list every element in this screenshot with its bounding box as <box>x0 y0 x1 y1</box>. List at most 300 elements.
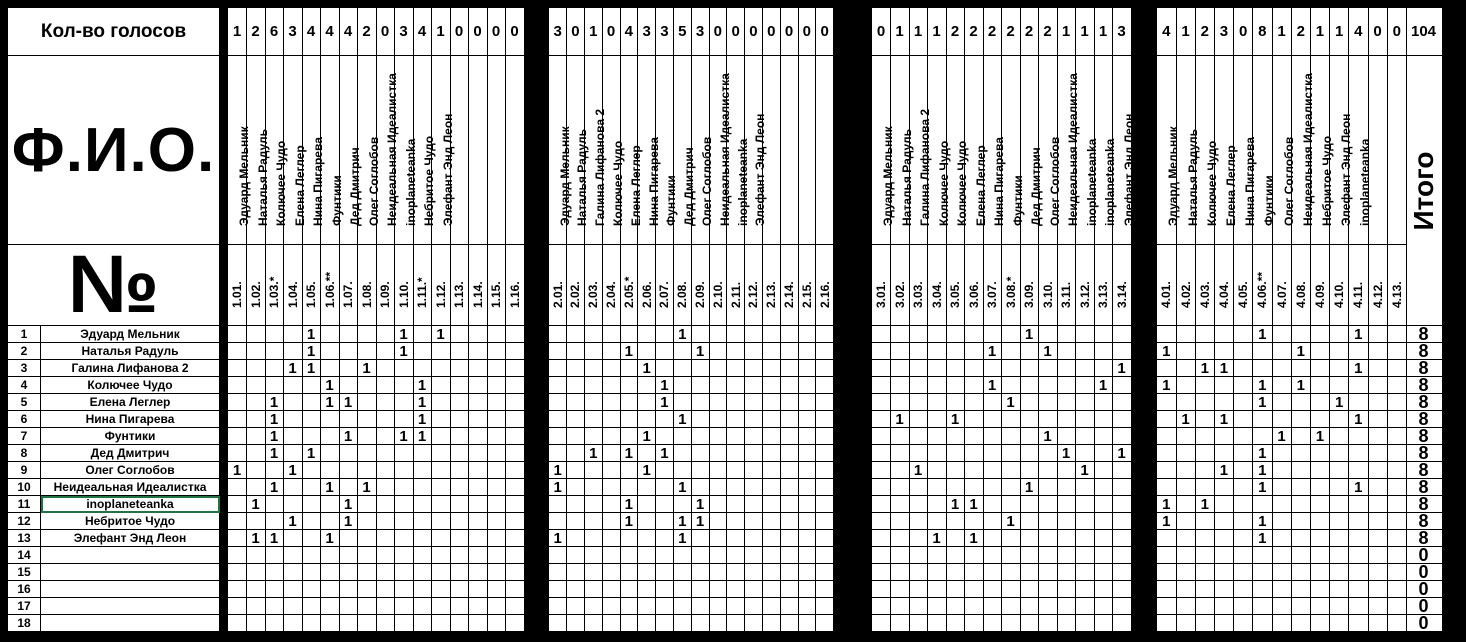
vote-cell[interactable] <box>891 462 910 479</box>
vote-cell[interactable] <box>585 326 603 343</box>
vote-cell[interactable] <box>1215 547 1235 564</box>
vote-cell[interactable] <box>450 547 469 564</box>
vote-cell[interactable] <box>450 326 469 343</box>
vote-cell[interactable] <box>798 343 816 360</box>
vote-cell[interactable] <box>247 513 266 530</box>
vote-cell[interactable] <box>691 428 709 445</box>
vote-cell[interactable] <box>1094 615 1113 632</box>
vote-cell[interactable] <box>928 598 947 615</box>
vote-cell[interactable] <box>816 615 834 632</box>
vote-cell[interactable] <box>376 411 395 428</box>
vote-cell[interactable]: 1 <box>1253 479 1273 496</box>
vote-cell[interactable] <box>1272 581 1292 598</box>
vote-cell[interactable] <box>983 530 1002 547</box>
vote-cell[interactable] <box>1330 462 1350 479</box>
voter-name-1[interactable]: Эдуард Мельник <box>41 326 220 343</box>
vote-cell[interactable] <box>638 496 656 513</box>
voter-name-18[interactable] <box>41 615 220 632</box>
vote-cell[interactable] <box>1076 513 1095 530</box>
vote-cell[interactable] <box>265 615 284 632</box>
vote-cell[interactable] <box>620 564 638 581</box>
vote-cell[interactable]: 1 <box>1195 360 1215 377</box>
vote-cell[interactable] <box>1272 462 1292 479</box>
vote-cell[interactable] <box>691 394 709 411</box>
vote-cell[interactable] <box>928 547 947 564</box>
vote-cell[interactable] <box>339 462 358 479</box>
vote-cell[interactable]: 1 <box>638 462 656 479</box>
vote-cell[interactable] <box>567 343 585 360</box>
vote-cell[interactable] <box>284 530 303 547</box>
vote-cell[interactable] <box>1368 615 1388 632</box>
vote-cell[interactable] <box>1368 479 1388 496</box>
vote-cell[interactable] <box>469 598 488 615</box>
vote-cell[interactable] <box>1291 394 1311 411</box>
vote-cell[interactable]: 1 <box>1349 360 1369 377</box>
vote-cell[interactable] <box>265 547 284 564</box>
vote-cell[interactable] <box>321 411 340 428</box>
vote-cell[interactable] <box>816 513 834 530</box>
vote-cell[interactable] <box>1094 581 1113 598</box>
vote-cell[interactable] <box>1368 530 1388 547</box>
vote-cell[interactable] <box>549 547 567 564</box>
vote-cell[interactable] <box>339 581 358 598</box>
vote-cell[interactable] <box>413 564 432 581</box>
vote-cell[interactable] <box>321 496 340 513</box>
vote-cell[interactable] <box>709 428 727 445</box>
vote-cell[interactable]: 1 <box>656 394 674 411</box>
vote-cell[interactable] <box>909 598 928 615</box>
vote-cell[interactable] <box>469 445 488 462</box>
vote-cell[interactable] <box>745 530 763 547</box>
vote-cell[interactable] <box>602 428 620 445</box>
vote-cell[interactable] <box>727 496 745 513</box>
vote-cell[interactable] <box>506 445 525 462</box>
vote-cell[interactable] <box>1330 496 1350 513</box>
vote-cell[interactable] <box>567 513 585 530</box>
vote-cell[interactable]: 1 <box>1157 377 1177 394</box>
vote-cell[interactable] <box>1311 479 1331 496</box>
vote-cell[interactable] <box>265 496 284 513</box>
vote-cell[interactable] <box>1020 564 1039 581</box>
vote-cell[interactable] <box>585 496 603 513</box>
vote-cell[interactable] <box>284 377 303 394</box>
vote-cell[interactable] <box>763 462 781 479</box>
vote-cell[interactable] <box>656 462 674 479</box>
vote-cell[interactable] <box>1330 377 1350 394</box>
voter-name-10[interactable]: Неидеальная Идеалистка <box>41 479 220 496</box>
vote-cell[interactable] <box>567 615 585 632</box>
vote-cell[interactable] <box>798 496 816 513</box>
vote-cell[interactable] <box>1113 479 1132 496</box>
vote-cell[interactable] <box>1311 326 1331 343</box>
vote-cell[interactable] <box>1020 513 1039 530</box>
vote-cell[interactable] <box>727 445 745 462</box>
vote-cell[interactable] <box>763 581 781 598</box>
vote-cell[interactable] <box>602 513 620 530</box>
vote-cell[interactable] <box>1176 326 1196 343</box>
vote-cell[interactable] <box>1234 428 1254 445</box>
vote-cell[interactable] <box>1157 564 1177 581</box>
vote-cell[interactable] <box>1039 513 1058 530</box>
vote-cell[interactable] <box>1176 598 1196 615</box>
vote-cell[interactable] <box>1094 394 1113 411</box>
vote-cell[interactable] <box>567 326 585 343</box>
vote-cell[interactable] <box>891 564 910 581</box>
vote-cell[interactable] <box>1039 445 1058 462</box>
vote-cell[interactable] <box>816 547 834 564</box>
vote-cell[interactable] <box>798 377 816 394</box>
vote-cell[interactable]: 1 <box>891 411 910 428</box>
vote-cell[interactable] <box>1057 326 1076 343</box>
vote-cell[interactable] <box>1002 343 1021 360</box>
vote-cell[interactable] <box>709 581 727 598</box>
vote-cell[interactable] <box>1234 360 1254 377</box>
vote-cell[interactable] <box>1057 496 1076 513</box>
vote-cell[interactable] <box>656 564 674 581</box>
vote-cell[interactable] <box>745 343 763 360</box>
vote-cell[interactable]: 1 <box>265 411 284 428</box>
vote-cell[interactable] <box>709 394 727 411</box>
vote-cell[interactable] <box>265 462 284 479</box>
vote-cell[interactable]: 1 <box>674 530 692 547</box>
vote-cell[interactable] <box>872 411 891 428</box>
vote-cell[interactable] <box>1195 394 1215 411</box>
vote-cell[interactable] <box>376 496 395 513</box>
vote-cell[interactable] <box>1215 428 1235 445</box>
voter-name-15[interactable] <box>41 564 220 581</box>
vote-cell[interactable] <box>321 445 340 462</box>
vote-cell[interactable] <box>928 581 947 598</box>
vote-cell[interactable]: 1 <box>1113 360 1132 377</box>
vote-cell[interactable] <box>691 360 709 377</box>
vote-cell[interactable] <box>891 581 910 598</box>
vote-cell[interactable] <box>1113 411 1132 428</box>
vote-cell[interactable] <box>745 581 763 598</box>
vote-cell[interactable] <box>1272 496 1292 513</box>
vote-cell[interactable] <box>469 615 488 632</box>
vote-cell[interactable] <box>585 394 603 411</box>
vote-cell[interactable] <box>798 462 816 479</box>
vote-cell[interactable] <box>567 445 585 462</box>
vote-cell[interactable] <box>358 326 377 343</box>
vote-cell[interactable] <box>284 479 303 496</box>
vote-cell[interactable] <box>376 479 395 496</box>
vote-cell[interactable] <box>780 360 798 377</box>
vote-cell[interactable] <box>432 615 451 632</box>
vote-cell[interactable] <box>506 530 525 547</box>
vote-cell[interactable] <box>816 428 834 445</box>
vote-cell[interactable] <box>1215 581 1235 598</box>
vote-cell[interactable] <box>395 360 414 377</box>
voter-name-3[interactable]: Галина Лифанова 2 <box>41 360 220 377</box>
vote-cell[interactable] <box>1311 445 1331 462</box>
vote-cell[interactable] <box>376 513 395 530</box>
vote-cell[interactable] <box>358 343 377 360</box>
vote-cell[interactable] <box>228 598 247 615</box>
vote-cell[interactable]: 1 <box>284 462 303 479</box>
vote-cell[interactable] <box>1349 394 1369 411</box>
vote-cell[interactable] <box>674 564 692 581</box>
vote-cell[interactable]: 1 <box>339 513 358 530</box>
vote-cell[interactable] <box>1330 411 1350 428</box>
vote-cell[interactable] <box>656 343 674 360</box>
vote-cell[interactable] <box>928 513 947 530</box>
vote-cell[interactable] <box>321 598 340 615</box>
vote-cell[interactable]: 1 <box>549 530 567 547</box>
vote-cell[interactable] <box>656 428 674 445</box>
vote-cell[interactable] <box>567 496 585 513</box>
vote-cell[interactable] <box>358 428 377 445</box>
vote-cell[interactable] <box>709 343 727 360</box>
voter-name-2[interactable]: Наталья Радуль <box>41 343 220 360</box>
vote-cell[interactable] <box>1113 581 1132 598</box>
vote-cell[interactable] <box>1234 343 1254 360</box>
vote-cell[interactable] <box>674 394 692 411</box>
vote-cell[interactable] <box>549 513 567 530</box>
vote-cell[interactable]: 1 <box>265 445 284 462</box>
vote-cell[interactable] <box>549 598 567 615</box>
vote-cell[interactable] <box>1234 530 1254 547</box>
vote-cell[interactable] <box>620 360 638 377</box>
vote-cell[interactable] <box>1157 411 1177 428</box>
vote-cell[interactable] <box>709 326 727 343</box>
vote-cell[interactable] <box>432 360 451 377</box>
vote-cell[interactable] <box>487 411 506 428</box>
vote-cell[interactable] <box>1311 615 1331 632</box>
vote-cell[interactable] <box>816 564 834 581</box>
vote-cell[interactable] <box>872 445 891 462</box>
vote-cell[interactable] <box>228 445 247 462</box>
vote-cell[interactable]: 1 <box>983 343 1002 360</box>
vote-cell[interactable] <box>1076 479 1095 496</box>
vote-cell[interactable] <box>872 462 891 479</box>
vote-cell[interactable]: 1 <box>674 479 692 496</box>
vote-cell[interactable] <box>1076 394 1095 411</box>
vote-cell[interactable] <box>358 377 377 394</box>
vote-cell[interactable] <box>1057 462 1076 479</box>
vote-cell[interactable] <box>1272 513 1292 530</box>
vote-cell[interactable] <box>1176 615 1196 632</box>
vote-cell[interactable]: 1 <box>674 513 692 530</box>
vote-cell[interactable] <box>1368 411 1388 428</box>
vote-cell[interactable] <box>1039 615 1058 632</box>
vote-cell[interactable] <box>891 513 910 530</box>
vote-cell[interactable] <box>1113 394 1132 411</box>
vote-cell[interactable] <box>450 615 469 632</box>
vote-cell[interactable] <box>376 326 395 343</box>
vote-cell[interactable] <box>567 377 585 394</box>
vote-cell[interactable] <box>358 445 377 462</box>
vote-cell[interactable] <box>872 581 891 598</box>
vote-cell[interactable] <box>247 598 266 615</box>
vote-cell[interactable] <box>983 598 1002 615</box>
vote-cell[interactable] <box>1311 598 1331 615</box>
vote-cell[interactable] <box>1113 547 1132 564</box>
voter-name-9[interactable]: Олег Соглобов <box>41 462 220 479</box>
vote-cell[interactable] <box>1311 343 1331 360</box>
vote-cell[interactable] <box>602 530 620 547</box>
vote-cell[interactable] <box>709 462 727 479</box>
vote-cell[interactable] <box>1253 360 1273 377</box>
vote-cell[interactable] <box>506 377 525 394</box>
vote-cell[interactable] <box>1076 564 1095 581</box>
vote-cell[interactable] <box>549 615 567 632</box>
vote-cell[interactable] <box>1020 360 1039 377</box>
vote-cell[interactable] <box>1272 326 1292 343</box>
vote-cell[interactable] <box>469 462 488 479</box>
vote-cell[interactable] <box>1002 479 1021 496</box>
vote-cell[interactable] <box>638 598 656 615</box>
vote-cell[interactable] <box>1057 479 1076 496</box>
vote-cell[interactable] <box>228 564 247 581</box>
vote-cell[interactable] <box>1272 547 1292 564</box>
vote-cell[interactable] <box>376 343 395 360</box>
vote-cell[interactable] <box>1057 394 1076 411</box>
vote-cell[interactable] <box>780 377 798 394</box>
vote-cell[interactable] <box>1272 479 1292 496</box>
vote-cell[interactable]: 1 <box>265 394 284 411</box>
vote-cell[interactable] <box>469 581 488 598</box>
vote-cell[interactable] <box>450 394 469 411</box>
vote-cell[interactable] <box>1291 462 1311 479</box>
vote-cell[interactable] <box>450 598 469 615</box>
vote-cell[interactable] <box>1157 615 1177 632</box>
vote-cell[interactable] <box>983 581 1002 598</box>
vote-cell[interactable] <box>1057 547 1076 564</box>
vote-cell[interactable] <box>780 547 798 564</box>
vote-cell[interactable] <box>674 343 692 360</box>
vote-cell[interactable] <box>1195 530 1215 547</box>
vote-cell[interactable] <box>620 462 638 479</box>
vote-cell[interactable] <box>638 615 656 632</box>
vote-cell[interactable] <box>469 394 488 411</box>
vote-cell[interactable] <box>763 326 781 343</box>
vote-cell[interactable] <box>321 343 340 360</box>
vote-cell[interactable] <box>1020 496 1039 513</box>
vote-cell[interactable] <box>1020 547 1039 564</box>
vote-cell[interactable]: 1 <box>228 462 247 479</box>
vote-cell[interactable] <box>450 343 469 360</box>
vote-cell[interactable] <box>891 615 910 632</box>
vote-cell[interactable] <box>1157 462 1177 479</box>
vote-cell[interactable] <box>1039 462 1058 479</box>
vote-cell[interactable] <box>1020 615 1039 632</box>
vote-cell[interactable]: 1 <box>1176 411 1196 428</box>
vote-cell[interactable] <box>909 377 928 394</box>
vote-cell[interactable] <box>228 530 247 547</box>
vote-cell[interactable] <box>339 530 358 547</box>
vote-cell[interactable] <box>1076 428 1095 445</box>
vote-cell[interactable] <box>909 360 928 377</box>
vote-cell[interactable] <box>965 411 984 428</box>
vote-cell[interactable] <box>487 360 506 377</box>
vote-cell[interactable] <box>946 462 965 479</box>
vote-cell[interactable] <box>1094 326 1113 343</box>
vote-cell[interactable] <box>469 530 488 547</box>
vote-cell[interactable] <box>1002 496 1021 513</box>
vote-cell[interactable] <box>1349 445 1369 462</box>
vote-cell[interactable] <box>602 547 620 564</box>
vote-cell[interactable] <box>1094 479 1113 496</box>
voter-name-16[interactable] <box>41 581 220 598</box>
vote-cell[interactable] <box>413 530 432 547</box>
vote-cell[interactable] <box>1076 411 1095 428</box>
vote-cell[interactable] <box>376 360 395 377</box>
vote-cell[interactable] <box>1002 428 1021 445</box>
vote-cell[interactable] <box>1195 343 1215 360</box>
vote-cell[interactable] <box>265 343 284 360</box>
vote-cell[interactable] <box>798 394 816 411</box>
vote-cell[interactable] <box>1113 326 1132 343</box>
vote-cell[interactable] <box>727 411 745 428</box>
vote-cell[interactable] <box>358 598 377 615</box>
vote-cell[interactable] <box>413 581 432 598</box>
vote-cell[interactable] <box>413 513 432 530</box>
vote-cell[interactable] <box>487 377 506 394</box>
vote-cell[interactable] <box>983 564 1002 581</box>
vote-cell[interactable] <box>1002 377 1021 394</box>
vote-cell[interactable] <box>745 564 763 581</box>
vote-cell[interactable] <box>549 496 567 513</box>
vote-cell[interactable] <box>585 479 603 496</box>
vote-cell[interactable] <box>321 462 340 479</box>
vote-cell[interactable]: 1 <box>1349 326 1369 343</box>
vote-cell[interactable] <box>1330 598 1350 615</box>
vote-cell[interactable] <box>1195 581 1215 598</box>
vote-cell[interactable] <box>228 411 247 428</box>
vote-cell[interactable] <box>302 428 321 445</box>
vote-cell[interactable] <box>339 411 358 428</box>
vote-cell[interactable] <box>891 445 910 462</box>
vote-cell[interactable] <box>585 513 603 530</box>
vote-cell[interactable] <box>691 547 709 564</box>
vote-cell[interactable]: 1 <box>395 428 414 445</box>
vote-cell[interactable]: 1 <box>1020 326 1039 343</box>
vote-cell[interactable]: 1 <box>302 326 321 343</box>
vote-cell[interactable] <box>816 445 834 462</box>
vote-cell[interactable] <box>1094 564 1113 581</box>
vote-cell[interactable] <box>1330 615 1350 632</box>
vote-cell[interactable] <box>1076 530 1095 547</box>
vote-cell[interactable] <box>709 598 727 615</box>
vote-cell[interactable] <box>358 581 377 598</box>
vote-cell[interactable] <box>395 581 414 598</box>
vote-cell[interactable] <box>1094 462 1113 479</box>
vote-cell[interactable] <box>798 428 816 445</box>
vote-cell[interactable] <box>1330 581 1350 598</box>
vote-cell[interactable] <box>928 428 947 445</box>
vote-cell[interactable] <box>1020 530 1039 547</box>
vote-cell[interactable] <box>450 428 469 445</box>
vote-cell[interactable] <box>1002 360 1021 377</box>
vote-cell[interactable] <box>339 360 358 377</box>
vote-cell[interactable] <box>891 496 910 513</box>
vote-cell[interactable] <box>567 564 585 581</box>
vote-cell[interactable] <box>928 326 947 343</box>
vote-cell[interactable] <box>432 411 451 428</box>
vote-cell[interactable] <box>247 445 266 462</box>
vote-cell[interactable] <box>1272 598 1292 615</box>
vote-cell[interactable] <box>983 428 1002 445</box>
vote-cell[interactable] <box>1176 530 1196 547</box>
voter-name-8[interactable]: Дед Дмитрич <box>41 445 220 462</box>
vote-cell[interactable] <box>339 564 358 581</box>
vote-cell[interactable] <box>638 479 656 496</box>
vote-cell[interactable] <box>891 479 910 496</box>
vote-cell[interactable] <box>1215 530 1235 547</box>
vote-cell[interactable] <box>763 496 781 513</box>
vote-cell[interactable] <box>745 513 763 530</box>
